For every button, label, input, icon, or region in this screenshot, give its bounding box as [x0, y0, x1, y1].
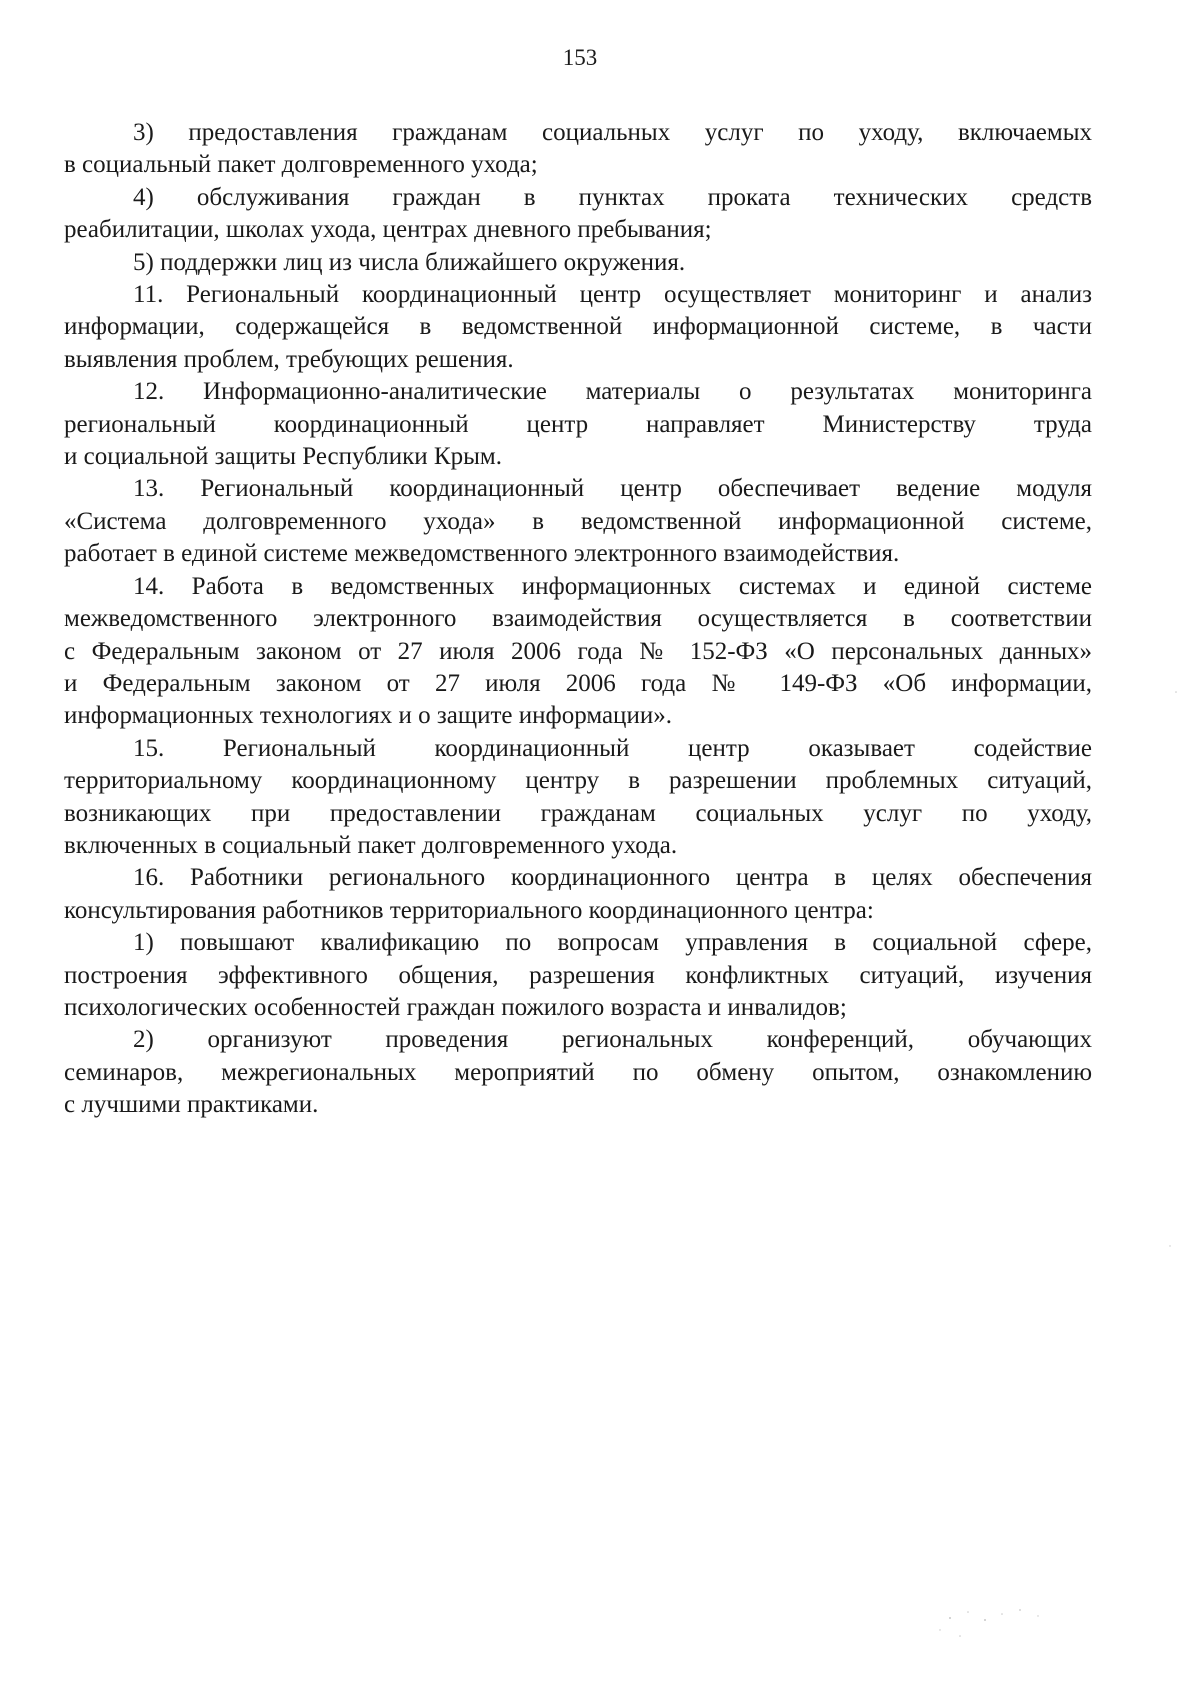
text-line: выявления проблем, требующих решения. [64, 345, 514, 373]
text-line: работает в единой системе межведомственного электронного взаимодействия. [64, 540, 900, 568]
paragraph [64, 862, 1092, 927]
text-line: 12. Информационно-аналитические материалы о результатах мониторинга [133, 378, 1092, 406]
paragraph [64, 117, 1092, 182]
paragraph [64, 1024, 1092, 1121]
text-line: реабилитации, школах ухода, центрах дневного пребывания; [64, 216, 712, 244]
document-body [64, 117, 1092, 1122]
text-line: и социальной защиты Республики Крым. [64, 443, 502, 471]
text-line: психологических особенностей граждан пожилого возраста и инвалидов; [64, 993, 847, 1021]
text-line: и Федеральным законом от 27 июля 2006 года № 149-ФЗ «Об информации, [64, 669, 1092, 697]
text-line: 11. Региональный координационный центр осуществляет мониторинг и анализ [133, 281, 1092, 309]
text-line: информации, содержащейся в ведомственной информационной системе, в части [64, 313, 1092, 341]
text-line: 15. Региональный координационный центр оказывает содействие [133, 734, 1092, 762]
paragraph [64, 927, 1092, 1024]
text-line: с Федеральным законом от 27 июля 2006 года № 152-ФЗ «О персональных данных» [64, 637, 1092, 665]
text-line: 3) предоставления гражданам социальных услуг по уходу, включаемых [133, 119, 1092, 146]
text-line: региональный координационный центр направляет Министерству труда [64, 410, 1092, 438]
text-line: консультирования работников территориального координационного центра: [64, 896, 874, 924]
paragraph [64, 571, 1092, 733]
text-line: 1) повышают квалификацию по вопросам управления в социальной сфере, [133, 929, 1092, 957]
text-line: «Система долговременного ухода» в ведомственной информационной системе, [64, 507, 1092, 535]
paragraph [64, 473, 1092, 570]
paragraph [64, 182, 1092, 247]
text-line: 13. Региональный координационный центр обеспечивает ведение модуля [133, 475, 1092, 503]
text-line: 2) организуют проведения региональных конференций, обучающих [133, 1026, 1092, 1054]
text-line: 14. Работа в ведомственных информационных системах и единой системе [133, 572, 1092, 600]
paragraph [64, 247, 1092, 279]
text-line: семинаров, межрегиональных мероприятий по обмену опытом, ознакомлению [64, 1058, 1092, 1086]
text-line: 5) поддержки лиц из числа ближайшего окружения. [133, 248, 686, 276]
text-line: возникающих при предоставлении гражданам социальных услуг по уходу, [64, 799, 1092, 827]
text-line: межведомственного электронного взаимодействия осуществляется в соответствии [64, 605, 1092, 633]
text-line: 16. Работники регионального координационного центра в целях обеспечения [133, 864, 1092, 892]
paragraph [64, 279, 1092, 376]
text-line: 4) обслуживания граждан в пунктах проката технических средств [133, 183, 1092, 211]
paragraph [64, 733, 1092, 863]
text-line: территориальному координационному центру в разрешении проблемных ситуаций, [64, 767, 1092, 795]
paragraph [64, 376, 1092, 473]
text-line: информационных технологиях и о защите информации». [64, 702, 672, 730]
text-line: включенных в социальный пакет долговременного ухода. [64, 831, 678, 859]
page-number: 153 [562, 45, 598, 70]
text-line: с лучшими практиками. [64, 1091, 319, 1119]
text-line: в социальный пакет долговременного ухода; [64, 151, 538, 179]
text-line: построения эффективного общения, разрешения конфликтных ситуаций, изучения [64, 961, 1092, 989]
